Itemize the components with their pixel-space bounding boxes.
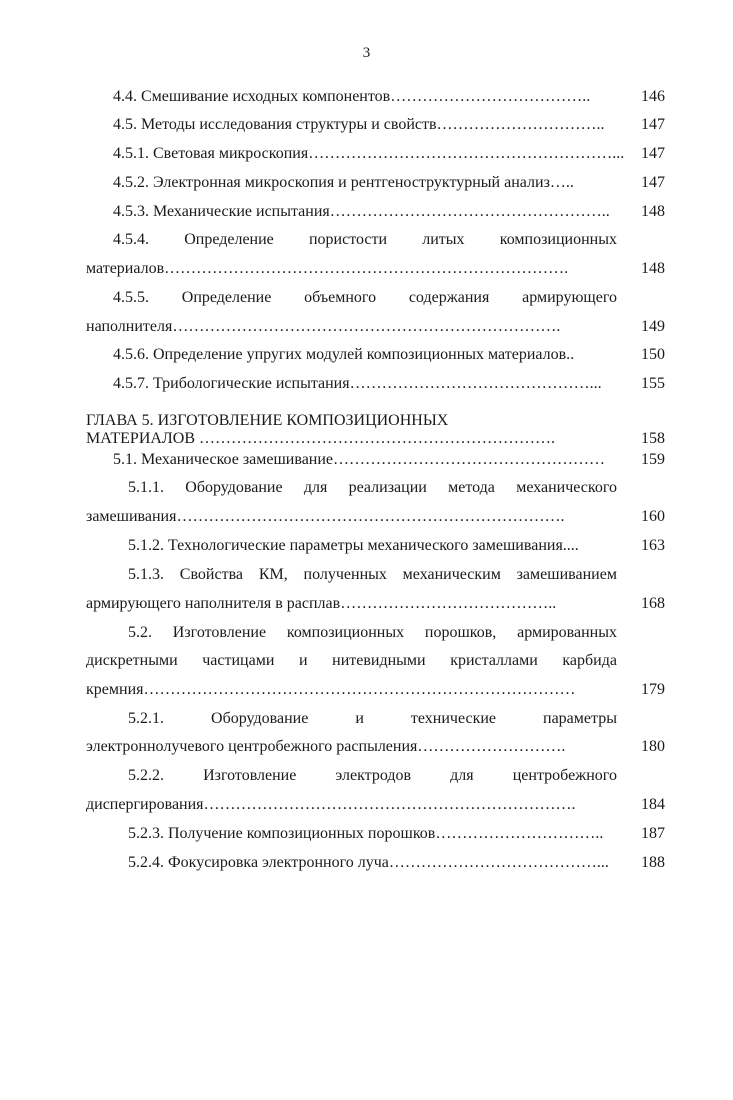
toc-word: технические bbox=[410, 710, 496, 727]
toc-word: 5.2. bbox=[128, 624, 152, 641]
toc-entry-continuation: наполнителя………………………………………………………………. bbox=[86, 318, 561, 335]
toc-word: Определение bbox=[181, 289, 272, 306]
toc-entry-continuation: диспергирования……………………………………………………………. bbox=[86, 796, 576, 813]
toc-word: Свойства bbox=[179, 566, 244, 583]
toc-page: 148 bbox=[641, 203, 665, 220]
toc-entry-5-2-4: 5.2.4. Фокусировка электронного луча…………………………………... bbox=[128, 854, 609, 871]
toc-entry-5-2-1 bbox=[128, 710, 617, 728]
toc-entry-4-5-1: 4.5.1. Световая микроскопия…………………………………………………... bbox=[113, 145, 625, 162]
toc-word: 5.2.1. bbox=[128, 710, 164, 727]
toc-word: полученных bbox=[303, 566, 387, 583]
toc-page: 180 bbox=[641, 738, 665, 755]
toc-word: Изготовление bbox=[172, 624, 267, 641]
toc-page: 179 bbox=[641, 681, 665, 698]
toc-word: Изготовление bbox=[203, 767, 297, 784]
toc-entry-5-2-2 bbox=[128, 767, 617, 785]
toc-word: Определение bbox=[184, 231, 274, 248]
page-number: 3 bbox=[362, 45, 371, 61]
toc-word: реализации bbox=[348, 479, 427, 496]
toc-entry-4-4: 4.4. Смешивание исходных компонентов……………………………….. bbox=[113, 88, 591, 105]
toc-word: метода bbox=[448, 479, 495, 496]
toc-word: Оборудование bbox=[211, 710, 309, 727]
toc-word: композиционных bbox=[286, 624, 405, 641]
toc-page: 147 bbox=[641, 116, 665, 133]
toc-word: армированных bbox=[517, 624, 617, 641]
toc-word: кристаллами bbox=[450, 652, 538, 669]
toc-entry-continuation: армирующего наполнителя в расплав………………………………….. bbox=[86, 595, 557, 612]
toc-word: дискретными bbox=[86, 652, 178, 669]
toc-word: замешиванием bbox=[516, 566, 617, 583]
toc-entry-5-1-1 bbox=[128, 479, 617, 497]
toc-page: 146 bbox=[641, 88, 665, 105]
toc-word: КМ, bbox=[258, 566, 288, 583]
toc-word: композиционных bbox=[499, 231, 617, 248]
toc-page: 160 bbox=[641, 508, 665, 525]
toc-word: для bbox=[303, 479, 328, 496]
toc-word: порошков, bbox=[424, 624, 497, 641]
toc-word: 5.1.1. bbox=[128, 479, 164, 496]
toc-page: 159 bbox=[641, 451, 665, 468]
toc-word: карбида bbox=[562, 652, 617, 669]
toc-entry-continuation: материалов…………………………………………………………………. bbox=[86, 260, 569, 277]
toc-entry-4-5: 4.5. Методы исследования структуры и свойств………………………….. bbox=[113, 116, 605, 133]
toc-entry-4-5-5 bbox=[113, 289, 617, 307]
toc-word: параметры bbox=[543, 710, 617, 727]
toc-entry-5-1-3 bbox=[128, 566, 617, 584]
toc-entry-5-2-line2 bbox=[86, 652, 617, 670]
toc-word: нитевидными bbox=[332, 652, 426, 669]
toc-word: армирующего bbox=[522, 289, 617, 306]
toc-entry-5-1: 5.1. Механическое замешивание…………………………………………… bbox=[113, 451, 606, 468]
toc-word: механического bbox=[516, 479, 617, 496]
toc-word: и bbox=[298, 652, 308, 669]
toc-entry-continuation: замешивания………………………………………………………………. bbox=[86, 508, 565, 525]
toc-word: 5.1.3. bbox=[128, 566, 164, 583]
toc-entry-4-5-2: 4.5.2. Электронная микроскопия и рентгеноструктурный анализ….. bbox=[113, 174, 574, 191]
toc-page: 147 bbox=[641, 145, 665, 162]
toc-word: 4.5.4. bbox=[113, 231, 149, 248]
toc-page: 149 bbox=[641, 318, 665, 335]
toc-page: 187 bbox=[641, 825, 665, 842]
toc-page: 150 bbox=[641, 346, 665, 363]
toc-word: частицами bbox=[202, 652, 275, 669]
toc-word: для bbox=[450, 767, 474, 784]
toc-word: 5.2.2. bbox=[128, 767, 164, 784]
toc-word: литых bbox=[422, 231, 465, 248]
toc-page: 147 bbox=[641, 174, 665, 191]
toc-word: Оборудование bbox=[185, 479, 283, 496]
toc-page: 168 bbox=[641, 595, 665, 612]
toc-word: 4.5.5. bbox=[113, 289, 149, 306]
toc-word: центробежного bbox=[512, 767, 617, 784]
toc-page: 163 bbox=[641, 537, 665, 554]
toc-entry-continuation: кремния……………………………………………………………………… bbox=[86, 681, 576, 698]
toc-entry-4-5-4 bbox=[113, 231, 617, 249]
toc-page: 188 bbox=[641, 854, 665, 871]
toc-word: содержания bbox=[408, 289, 490, 306]
toc-word: и bbox=[355, 710, 364, 727]
chapter-heading: ГЛАВА 5. ИЗГОТОВЛЕНИЕ КОМПОЗИЦИОННЫХ bbox=[86, 412, 449, 429]
toc-entry-continuation: электроннолучевого центробежного распыления………………………. bbox=[86, 738, 566, 755]
toc-page: 158 bbox=[641, 430, 665, 447]
toc-entry-5-2 bbox=[128, 624, 617, 642]
toc-word: пористости bbox=[308, 231, 388, 248]
toc-page: 155 bbox=[641, 375, 665, 392]
toc-page: 184 bbox=[641, 796, 665, 813]
toc-entry-5-1-2: 5.1.2. Технологические параметры механического замешивания.... bbox=[128, 537, 579, 554]
toc-entry-continuation: МАТЕРИАЛОВ …………………………………………………………. bbox=[86, 430, 556, 447]
toc-page: 148 bbox=[641, 260, 665, 277]
toc-entry-4-5-7: 4.5.7. Трибологические испытания………………………………………... bbox=[113, 375, 602, 392]
toc-entry-5-2-3: 5.2.3. Получение композиционных порошков………………………….. bbox=[128, 825, 604, 842]
toc-word: электродов bbox=[335, 767, 412, 784]
toc-entry-4-5-3: 4.5.3. Механические испытания…………………………………………….. bbox=[113, 203, 610, 220]
toc-word: механическим bbox=[402, 566, 501, 583]
toc-entry-4-5-6: 4.5.6. Определение упругих модулей композиционных материалов.. bbox=[113, 346, 575, 363]
toc-word: объемного bbox=[304, 289, 377, 306]
